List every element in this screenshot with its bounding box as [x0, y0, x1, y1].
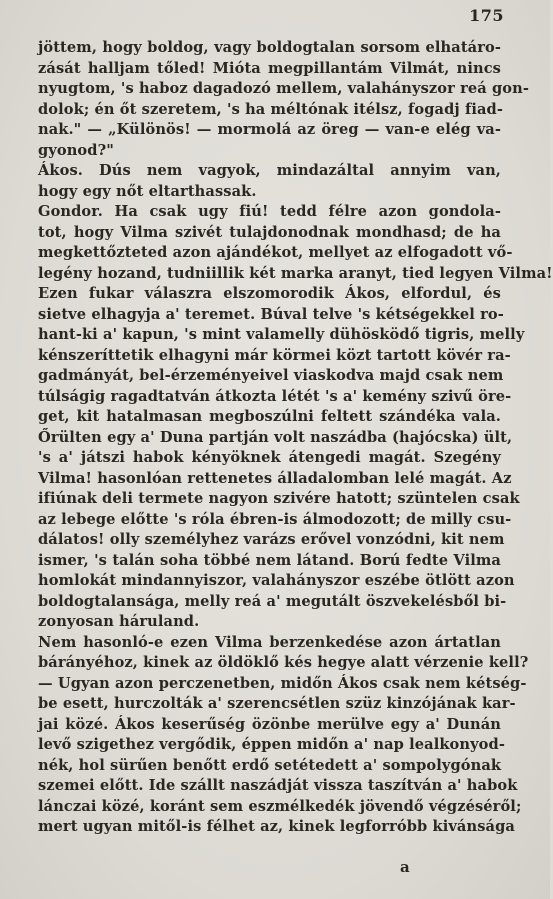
text-line: zását halljam tőled! Mióta megpillantám Vilmát, nincs [38, 59, 501, 77]
text-line: — Ugyan azon perczenetben, midőn Ákos csak nem kétség- [38, 674, 527, 692]
text-line: levő szigethez vergődik, éppen midőn a' nap lealkonyod- [38, 736, 505, 753]
text-line: mert ugyan mitől-is félhet az, kinek legforróbb kivánsága [38, 818, 515, 835]
text-line: be esett, hurczolták a' szerencsétlen szüz kinzójának kar- [38, 695, 516, 712]
text-line: Gondor. Ha csak ugy fiú! tedd félre azon gondola- [38, 203, 501, 220]
text-line: szemei előtt. Ide szállt naszádját vissza taszítván a' habok [38, 777, 518, 794]
body-text [38, 38, 553, 838]
text-line: sietve elhagyja a' teremet. Búval telve 's kétségekkel ro- [38, 305, 504, 323]
page-number: 175 [469, 6, 504, 25]
signature-mark: a [400, 858, 410, 876]
text-line: gyonod?" [38, 141, 114, 159]
text-line: Őrülten egy a' Duna partján volt naszádba (hajócska) ült, [38, 428, 513, 446]
text-line: Ákos. Dús nem vagyok, mindazáltal annyim van, [38, 162, 501, 179]
text-line: hant-ki a' kapun, 's mint valamelly dühösködő tigris, melly [38, 326, 525, 343]
text-line: bárányéhoz, kinek az öldöklő kés hegye alatt vérzenie kell? [38, 654, 529, 671]
text-line: megkettőzteted azon ajándékot, mellyet az elfogadott vő- [38, 244, 513, 261]
text-line: Ezen fukar válaszra elszomorodik Ákos, elfordul, és [38, 285, 501, 302]
text-line: Nem hasonló-e ezen Vilma berzenkedése azon ártatlan [38, 633, 501, 651]
text-line: get, kit hatalmasan megboszúlni feltett szándéka vala. [38, 408, 501, 425]
text-line: tot, hogy Vilma szivét tulajdonodnak mondhasd; de ha [38, 223, 501, 241]
text-line: hogy egy nőt eltarthassak. [38, 182, 257, 200]
text-line: nyugtom, 's haboz dagadozó mellem, valahányszor reá gon- [38, 80, 529, 97]
text-line: jöttem, hogy boldog, vagy boldogtalan sorsom elhatáro- [38, 39, 501, 56]
text-line: dolok; én őt szeretem, 's ha méltónak itélsz, fogadj fiad- [38, 100, 503, 118]
text-line: az lebege előtte 's róla ébren-is álmodozott; de milly csu- [38, 510, 512, 528]
text-line: jai közé. Ákos keserűség özönbe merülve egy a' Dunán [38, 715, 501, 733]
text-line: homlokát mindannyiszor, valahányszor eszébe ötlött azon [38, 572, 515, 589]
text-line: boldogtalansága, melly reá a' megutált öszvekelésből bi- [38, 592, 507, 610]
text-line: dálatos! olly személyhez varázs erővel vonzódni, kit nem [38, 531, 505, 548]
text-line: 's a' játszi habok kényöknek átengedi magát. Szegény [38, 449, 501, 466]
text-line: ifiúnak deli termete nagyon szivére hatott; szüntelen csak [38, 490, 520, 507]
text-line: nak." — „Különös! — mormolá az öreg — van-e elég va- [38, 121, 501, 138]
text-line: Vilma! hasonlóan rettenetes álladalomban lelé magát. Az [38, 469, 512, 487]
text-line: zonyosan háruland. [38, 613, 200, 630]
text-line: nék, hol sürűen benőtt erdő setétedett a' sompolygónak [38, 756, 502, 774]
text-line: túlságig ragadtatván átkozta létét 's a' kemény szivű öre- [38, 387, 512, 405]
text-line: gadmányát, bel-érzeményeivel viaskodva majd csak nem [38, 367, 504, 384]
text-line: lánczai közé, koránt sem eszmélkedék jövendő végzéséről; [38, 797, 522, 815]
text-line: legény hozand, tudniillik két marka aranyt, tied legyen Vilma! [38, 264, 553, 282]
text-line: kénszeríttetik elhagyni már körmei közt tartott kövér ra- [38, 346, 511, 364]
text-line: ismer, 's talán soha többé nem látand. Ború fedte Vilma [38, 551, 501, 569]
